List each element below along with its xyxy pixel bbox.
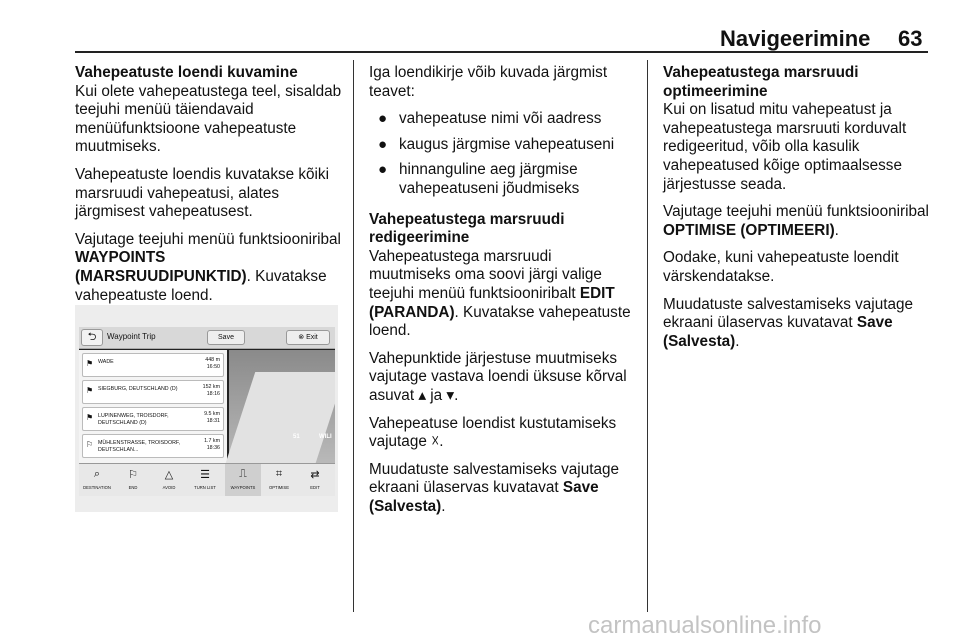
header-divider [75, 51, 928, 53]
menu-term: Save (Salvesta) [663, 314, 893, 350]
list-item: ● kaugus järgmise vahepeatuseni [378, 135, 615, 153]
back-button: ⮌ [81, 329, 103, 346]
avoid-icon: △ [164, 469, 174, 481]
infotainment-screen [79, 327, 335, 496]
save-button: Save [207, 330, 245, 345]
turn-list-button: ☰ TURN LIST [187, 464, 223, 496]
paragraph: Muudatuste salvestamiseks vajutage ekraani ülaservas kuvatavat Save (Salvesta). [663, 295, 913, 350]
waypoint-row: ⚑ SIEGBURG, DEUTSCHLAND (D) 152 km 18:16 [82, 380, 224, 404]
edit-icon: ⇄ [310, 469, 320, 481]
menu-term: WAYPOINTS (MARSRUUDIPUNKTID) [75, 249, 247, 285]
end-route-icon: ⚐ [128, 469, 138, 481]
map-label: 51 [293, 434, 300, 440]
waypoints-icon: ⎍ [239, 468, 247, 480]
waypoint-row: ⚑ WADE 448 m 16:50 [82, 353, 224, 377]
paragraph: Muudatuste salvestamiseks vajutage ekraani ülaservas kuvatavat Save (Salvesta). [369, 460, 619, 515]
optimise-icon: ⌗ [275, 468, 283, 480]
paragraph: Kui on lisatud mitu vahepeatust ja vahepeatustega marsruuti korduvalt redigeeritud, võib olla kasulik vahepeatused kõige optimaalsesse järjestusse seada. [663, 101, 907, 193]
paragraph: Vahepeatuse loendist kustutamiseks vajutage ☓. [369, 414, 617, 451]
column-divider [647, 60, 648, 612]
destination-flag-icon: ⚐ [86, 440, 94, 449]
waypoint-row: ⚑ LUPINENWEG, TROISDORF, DEUTSCHLAND (D) 9.5 km 18:31 [82, 407, 224, 431]
menu-term: Save (Salvesta) [369, 479, 599, 515]
waypoint-row: ⚐ MÜHLENSTRASSE, TROISDORF, DEUTSCHLAN... 1.7 km 18:36 [82, 434, 224, 458]
map-label: WILI [319, 434, 332, 440]
page-number: 63 [898, 26, 923, 51]
waypoint-list [79, 350, 227, 463]
paragraph: Vahepeatuste loendis kuvatakse kõiki marsruudi vahepeatusi, alates järgmisest vahepeatusest. [75, 165, 329, 221]
paragraph: Vajutage teejuhi menüü funktsiooniribal OPTIMISE (OPTIMEERI). [663, 203, 929, 239]
list-item: ● vahepeatuse nimi või aadress [378, 110, 602, 128]
column-3 [663, 64, 931, 360]
column-2 [369, 64, 637, 525]
turn-list-icon: ☰ [200, 469, 210, 481]
info-list [369, 110, 637, 198]
paragraph: Vahepeatustega marsruudi muutmiseks oma soovi järgi valige teejuhi menüü funktsiooniribalt EDIT (PARANDA). Kuvatakse vahepeatuste loend. [369, 247, 631, 340]
bullet-icon: ● [378, 135, 388, 153]
section-heading: Vahepeatuste loendi kuvamine [75, 64, 298, 81]
section-heading: Vahepeatustega marsruudi optimeerimine [663, 64, 859, 100]
waypoint-icon: ⚑ [86, 359, 94, 368]
menu-term: EDIT (PARANDA) [369, 284, 615, 321]
exit-button: ⊗ Exit [286, 330, 330, 345]
paragraph: Kui olete vahepeatustega teel, sisaldab teejuhi menüü täiendavaid menüüfunktsioone vahepeatuste muutmiseks. [75, 82, 342, 156]
destination-button: ⌕ DESTINATION [79, 464, 115, 496]
page-title: Navigeerimine [720, 26, 871, 51]
column-1 [75, 64, 343, 314]
paragraph: Vajutage teejuhi menüü funktsiooniribal WAYPOINTS (MARSRUUDIPUNKTID). Kuvatakse vahepeatuste loend. [75, 230, 341, 304]
waypoints-button: ⎍ WAYPOINTS [225, 464, 261, 496]
column-divider [353, 60, 354, 612]
optimise-button: ⌗ OPTIMISE [261, 464, 297, 496]
destination-icon: ⌕ [93, 468, 101, 480]
function-bar [79, 463, 335, 496]
end-button: ⚐ END [115, 464, 151, 496]
menu-term: OPTIMISE (OPTIMEERI) [663, 221, 835, 239]
waypoint-icon: ⚑ [86, 413, 94, 422]
paragraph: Oodake, kuni vahepeatuste loendit värskendatakse. [663, 249, 899, 285]
display-screenshot [75, 305, 338, 512]
screen-title: Waypoint Trip [107, 332, 156, 341]
edit-button: ⇄ EDIT [297, 464, 333, 496]
section-heading: Vahepeatustega marsruudi redigeerimine [369, 210, 565, 247]
list-item: ● hinnanguline aeg järgmise vahepeatuseni jõudmiseks [378, 161, 580, 197]
paragraph: Vahepunktide järjestuse muutmiseks vajutage vastava loendi üksuse kõrval asuvat ▴ ja ▾. [369, 349, 627, 404]
avoid-button: △ AVOID [151, 464, 187, 496]
watermark: carmanualsonline.info [588, 612, 822, 639]
bullet-icon: ● [378, 161, 388, 179]
bullet-icon: ● [378, 110, 388, 128]
paragraph: Iga loendikirje võib kuvada järgmist teavet: [369, 64, 608, 100]
screen-header [79, 327, 335, 349]
waypoint-icon: ⚑ [86, 386, 94, 395]
